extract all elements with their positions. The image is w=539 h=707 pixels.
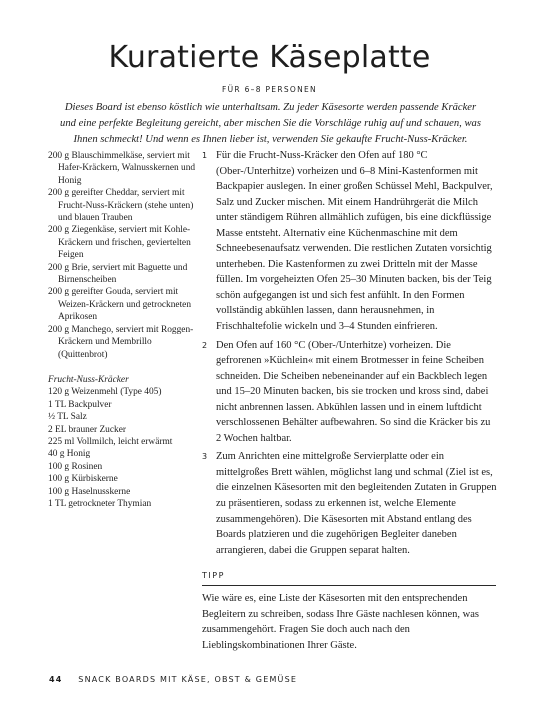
ingredient-item: 100 g Haselnusskerne [48, 486, 131, 497]
tip-text: Wie wäre es, eine Liste der Käsesorten mit den entsprechenden Begleitern zu schreiben, sodass Ihre Gäste nachlesen können, was zusammengehört. Fragen Sie doch auch nach den Lieblingskombinationen Ihrer Gäste. [202, 593, 479, 651]
ingredient-item: 2 EL brauner Zucker [48, 424, 126, 435]
step-text: Für die Frucht-Nuss-Kräcker den Ofen auf 180 °C (Ober-/Unterhitze) vorheizen und 6–8 Mini-Kastenformen mit Backpapier auslegen. In einer großen Schüssel Mehl, Backpulver, Salz und Zucker mischen. Mit einem Handrührgerät die Milch unter ständigem Rühren allmählich zufügen, bis eine dickflüssige Masse entsteht. Alternativ eine Küchenmaschine mit dem Schneebesenaufsatz verwenden. Die restlichen Zutaten vorsichtig unterheben. Die Kastenformen zu zwei Dritteln mit der Masse füllen. Im vorgeheizten Ofen 25–30 Minuten backen, bis der Teig schön aufgegangen ist und sich fest anfühlt. In den Formen vollständig abkühlen lassen, dann herausnehmen, in Frischhaltefolie wickeln und 3–4 Stunden einfrieren. [216, 150, 493, 333]
ingredient-item: 120 g Weizenmehl (Type 405) [48, 387, 162, 398]
ingredient-item: 200 g Manchego, serviert mit Roggen-Kräckern und Membrillo (Quittenbrot) [48, 324, 194, 360]
page-number: 44 [49, 675, 63, 684]
ingredient-item: 200 g gereifter Cheddar, serviert mit Frucht-Nuss-Kräckern (stehe unten) und blauen Trauben [48, 188, 194, 224]
ingredient-item: 225 ml Vollmilch, leicht erwärmt [48, 436, 173, 447]
section-title: SNACK BOARDS MIT KÄSE, OBST & GEMÜSE [78, 675, 298, 684]
tip-label: TIPP [202, 571, 225, 580]
method-step [202, 148, 497, 335]
intro-text: Dieses Board ist ebenso köstlich wie unterhaltsam. Zu jeder Käsesorte werden passende Kräcker und eine perfekte Begleitung gereicht, aber mischen Sie die Vorschläge ruhig auf und schauen, was Ihnen schmeckt! Und wenn es Ihnen lieber ist, verwenden Sie gekaufte Frucht-Nuss-Kräcker. [60, 102, 481, 145]
ingredient-item: 100 g Rosinen [48, 461, 103, 472]
ingredient-item: 1 TL Backpulver [48, 399, 112, 410]
method-step [202, 449, 497, 558]
ingredients-list [48, 150, 198, 510]
method-steps [202, 148, 497, 561]
servings-label: FÜR 6–8 PERSONEN [222, 85, 317, 94]
recipe-title: Kuratierte Käseplatte [108, 40, 431, 75]
ingredient-item: 200 g Brie, serviert mit Baguette und Birnenscheiben [48, 262, 188, 286]
tip-divider [202, 585, 496, 586]
ingredient-item: ½ TL Salz [48, 412, 87, 423]
ingredient-item: 200 g Ziegenkäse, serviert mit Kohle-Kräckern und frischen, geviertelten Feigen [48, 225, 191, 261]
method-step [202, 338, 497, 447]
step-number: 2 [202, 340, 208, 350]
step-number: 3 [202, 452, 208, 462]
step-number: 1 [202, 151, 208, 160]
step-text: Den Ofen auf 160 °C (Ober-/Unterhitze) vorheizen. Die gefrorenen »Küchlein« mit einem Brotmesser in feine Scheiben schneiden. Die Scheiben nebeneinander auf ein Backblech legen und 15–20 Minuten backen, bis sie trocken und kross sind, dabei nicht anbrennen lassen. Abkühlen lassen und in einem luftdicht verschlossenen Behälter aufbewahren. So sind die Kräcker bis zu 2 Wochen haltbar. [216, 339, 491, 444]
step-text: Zum Anrichten eine mittelgroße Servierplatte oder ein mittelgroßes Brett wählen, möglichst lang und schmal (Ziel ist es, die einzelnen Käsesorten mit den begleitenden Zutaten in Gruppen zu präsentieren, sodass zu erkennen ist, welche Elemente zusammengehören). Die Käsesorten mit Abstand entlang des Boards platzieren und die zugehörigen Begleiter daneben arrangieren, dabei die Gruppen separat halten. [216, 451, 497, 556]
ingredient-item: 200 g Blauschimmelkäse, serviert mit Hafer-Kräckern, Walnusskernen und Honig [48, 151, 196, 186]
ingredient-item: 40 g Honig [48, 449, 91, 460]
ingredient-item: 200 g gereifter Gouda, serviert mit Weizen-Kräckern und getrockneten Aprikosen [48, 287, 192, 323]
page-footer [49, 675, 297, 684]
ingredient-subheading: Frucht-Nuss-Kräcker [48, 374, 129, 385]
ingredient-item: 100 g Kürbiskerne [48, 474, 118, 485]
ingredient-item: 1 TL getrockneter Thymian [48, 498, 152, 509]
